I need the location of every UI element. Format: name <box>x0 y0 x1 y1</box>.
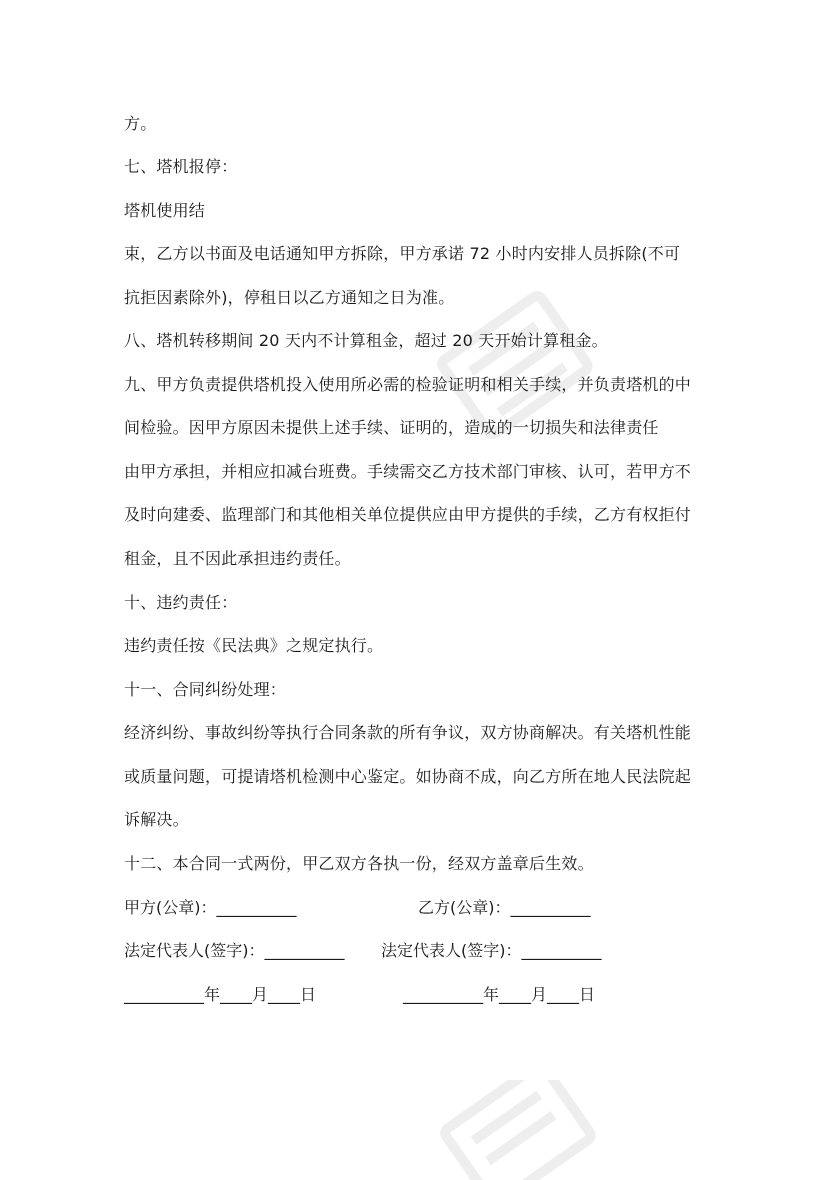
text-line: 违约责任按《民法典》之规定执行。 <box>124 636 384 655</box>
text-line: 塔机使用结 <box>124 201 206 220</box>
section-heading: 九、甲方负责提供塔机投入使用所必需的检验证明和相关手续，并负责塔机的中 <box>124 375 692 394</box>
text-line: 方。 <box>124 114 157 133</box>
party-a-date-field: __________年____月____日 <box>124 985 317 1004</box>
text-line: 经济纠纷、事故纠纷等执行合同条款的所有争议，双方协商解决。有关塔机性能 <box>124 723 692 742</box>
section-heading: 十二、本合同一式两份，甲乙双方各执一份，经双方盖章后生效。 <box>124 854 594 873</box>
text-line: 或质量问题，可提请塔机检测中心鉴定。如协商不成，向乙方所在地人民法院起 <box>124 767 692 786</box>
party-b-date-field: __________年____月____日 <box>403 985 596 1004</box>
party-b-rep-field: 法定代表人(签字)：__________ <box>381 941 602 960</box>
section-heading: 七、塔机报停： <box>124 157 238 176</box>
party-a-seal-field: 甲方(公章)：__________ <box>124 898 297 917</box>
text-line: 租金，且不因此承担违约责任。 <box>124 549 351 568</box>
text-line: 诉解决。 <box>124 810 189 829</box>
section-heading: 十、违约责任： <box>124 593 238 612</box>
party-b-seal-field: 乙方(公章)：__________ <box>418 898 591 917</box>
text-line: 抗拒因素除外)，停租日以乙方通知之日为准。 <box>124 288 455 307</box>
text-line: 由甲方承担，并相应扣减台班费。手续需交乙方技术部门审核、认可，若甲方不 <box>124 462 692 481</box>
section-heading: 十一、合同纠纷处理： <box>124 680 287 699</box>
text-line: 及时向建委、监理部门和其他相关单位提供应由甲方提供的手续，乙方有权拒付 <box>124 505 692 524</box>
section-heading: 八、塔机转移期间 20 天内不计算租金，超过 20 天开始计算租金。 <box>124 331 608 350</box>
text-line: 束，乙方以书面及电话通知甲方拆除，甲方承诺 72 小时内安排人员拆除(不可 <box>124 244 681 263</box>
watermark-logo-bottom <box>430 1080 600 1180</box>
text-line: 间检验。因甲方原因未提供上述手续、证明的，造成的一切损失和法律责任 <box>124 418 659 437</box>
party-a-rep-field: 法定代表人(签字)：__________ <box>124 941 345 960</box>
